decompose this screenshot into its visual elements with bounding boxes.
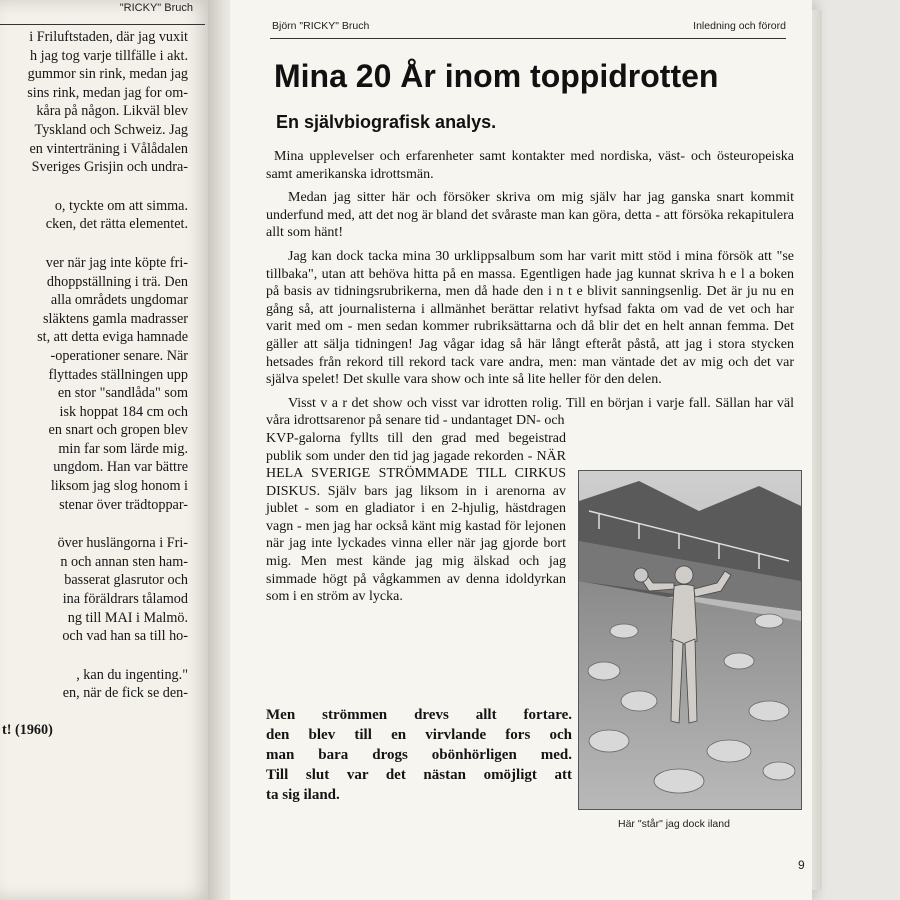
left-page-line: min far som lärde mig. (58, 440, 188, 457)
left-page-line: ungdom. Han var bättre (53, 459, 188, 476)
left-page-line: kåra på någon. Likväl blev (36, 103, 188, 120)
emphasized-line: Men strömmen drevs allt fortare. (266, 707, 572, 723)
left-page-line (0, 646, 210, 666)
right-page (230, 0, 812, 900)
left-page-line: en stor "sandlåda" som (57, 385, 188, 402)
left-page-line: n och annan sten ham- (60, 553, 188, 570)
left-page-line: ng till MAI i Malmö. (67, 609, 188, 626)
page-number: 9 (798, 858, 805, 872)
paragraph-3: Jag kan dock tacka mina 30 urklippsalbum som har varit mitt stöd i mina försök att "se tillbaka", utan att behöva hitta på en massa. Egentligen hade jag kunnat skriva h e l a boken på basis av tidningsrubrikerna, men då hade den i n t e blivit sanningsenlig. Det är ju nu en gång så, att journalisterna i allmänhet berättar relativt hyfsad fakta om vad de vet och har varit med om - men sedan kommer rubriksättarna och då blir det en helt annan femma. Det gäller att sälja tidningen! Jag vågar idag så här långt efteråt påstå, att jag i stora stycken hetsades från rekord till rekord tack vare andra, men: man väntade det av mig och det var själva spelet! Det skulle vara show och inte så lite heller för den delen. (266, 248, 794, 388)
left-page-line: gummor sin rink, medan jag (27, 66, 188, 83)
left-page-line: st, att detta eviga hamnade (37, 329, 188, 346)
left-page-line: Tyskland och Schweiz. Jag (34, 121, 188, 138)
header-author: Björn "RICKY" Bruch (272, 20, 370, 32)
left-page-text (0, 28, 210, 740)
left-page-line: över huslängorna i Fri- (57, 535, 188, 552)
left-page-line: liksom jag slog honom i (50, 478, 188, 495)
left-page-line: Sveriges Grisjin och undra- (31, 159, 188, 176)
left-page-line: en vinterträning i Vålådalen (29, 140, 188, 157)
left-page-year: t! (1960) (2, 722, 53, 738)
photo-caption: Här "står" jag dock iland (618, 818, 730, 830)
left-page-line: dhoppställning i trä. Den (46, 273, 188, 290)
left-page-line: basserat glasrutor och (64, 572, 188, 589)
left-page-line: alla områdets ungdomar (50, 292, 188, 309)
left-page-line: , kan du ingenting." (76, 666, 188, 683)
left-page-line: -operationer senare. När (50, 347, 188, 364)
left-page-line: ina föräldrars tålamod (62, 591, 188, 608)
athlete-photo (578, 470, 802, 810)
left-page (0, 0, 212, 900)
emphasized-line: Till slut var det nästan omöjligt att (266, 767, 572, 783)
left-page-line: cken, det rätta elementet. (45, 216, 188, 233)
left-header-text: "RICKY" Bruch (119, 2, 193, 14)
left-page-line: i Friluftstaden, där jag vuxit (29, 29, 188, 45)
left-page-line: sins rink, medan jag for om- (27, 84, 188, 101)
paragraph-4a: Visst v a r det show och visst var idrotten rolig. Till en början i varje fall. Sällan har väl våra idrottsarenor på senare tid - undantaget DN- och (266, 395, 794, 429)
left-page-line: o, tyckte om att simma. (54, 197, 188, 214)
left-page-line: en, när de fick se den- (62, 685, 188, 702)
left-page-line: släktens gamla madrasser (43, 310, 188, 327)
left-page-line: flyttades ställningen upp (48, 366, 188, 383)
left-page-line (0, 234, 210, 254)
left-page-line: h jag tog varje tillfälle i akt. (30, 47, 188, 64)
running-header (270, 16, 786, 39)
paragraph-4b: KVP-galorna fyllts till den grad med begeistrad publik som under den tid jag jagade rekorden - NÄR HELA SVERIGE STRÖMMADE TILL CIRKUS DISKUS. Själv bars jag liksom in i arenorna av jublet - som en gladiator i en 2-hjulig, hästdragen vagn - men jag har också känt mig kastad för lejonen när jag inte lyckades vinna eller när jag gjorde bort mig. Men mest kände jag mig älskad och jag simmade högt på vågkammen av denna idoldyrkan som i en ström av lycka. (266, 430, 566, 605)
page-title: Mina 20 År inom toppidrotten (274, 58, 719, 94)
left-page-line: en snart och gropen blev (48, 422, 188, 439)
left-page-line: ver när jag inte köpte fri- (45, 254, 188, 271)
emphasized-paragraph (266, 705, 572, 805)
left-page-line (0, 177, 210, 197)
left-page-line (0, 514, 210, 534)
left-page-line: och vad han sa till ho- (62, 628, 188, 645)
header-section: Inledning och förord (693, 20, 786, 32)
left-page-header (0, 0, 205, 25)
paragraph-2: Medan jag sitter här och försöker skriva om mig själv har jag ganska snart kommit underfund med, att det nog är bland det svåraste man kan göra, detta - att försöka rekapitulera allt som hänt! (266, 190, 794, 241)
page-edge (812, 10, 822, 890)
paragraph-1: Mina upplevelser och erfarenheter samt kontakter med nordiska, väst- och östeuropeiska samt amerikanska idrottsmän. (266, 149, 794, 182)
left-page-line: isk hoppat 184 cm och (59, 403, 188, 420)
emphasized-line: ta sig iland. (266, 787, 340, 803)
emphasized-line: man bara drogs obönhörligen med. (266, 747, 572, 763)
page-subtitle: En självbiografisk analys. (276, 112, 497, 132)
left-page-line: stenar över trädtoppar- (59, 496, 188, 513)
emphasized-line: den blev till en virvlande fors och (266, 727, 572, 743)
